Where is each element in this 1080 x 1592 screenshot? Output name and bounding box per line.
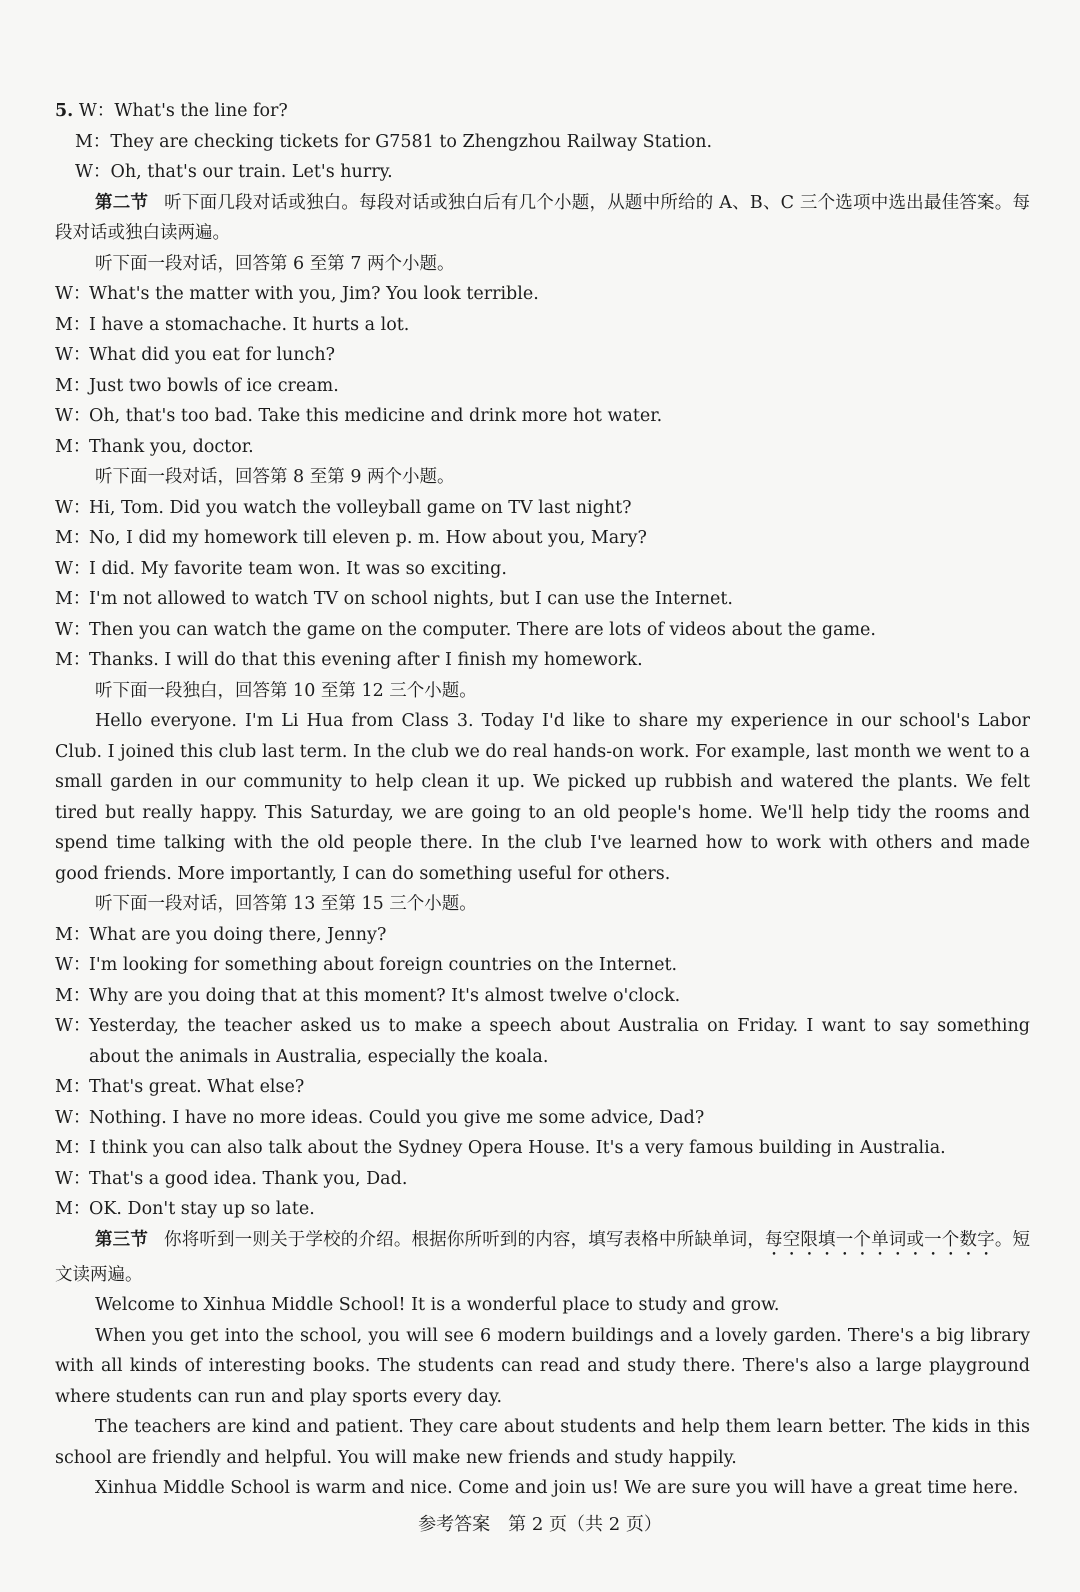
- dialog2-instruction: 听下面一段对话，回答第 8 至第 9 两个小题。: [95, 467, 455, 487]
- section3-label: 第三节: [95, 1229, 149, 1250]
- passage-paragraph-3: The teachers are kind and patient. They care about students and help them learn better. The kids in this school are friendly and helpful. You will make new friends and study happily.: [55, 1417, 1030, 1468]
- passage-paragraph-1: Welcome to Xinhua Middle School! It is a wonderful place to study and grow.: [95, 1295, 780, 1315]
- speaker: M：: [55, 375, 91, 396]
- speaker: W：: [55, 558, 91, 579]
- utterance: Hi, Tom. Did you watch the volleyball game on TV last night?: [89, 497, 632, 518]
- dialog-line: [55, 432, 1030, 463]
- dialog-line: [55, 645, 1030, 676]
- speaker: W：: [55, 619, 91, 640]
- dialog-line: [55, 1011, 1030, 1072]
- dialog-line: [55, 615, 1030, 646]
- utterance: They are checking tickets for G7581 to Zhengzhou Railway Station.: [110, 131, 713, 152]
- dialog-line: [55, 371, 1030, 402]
- page-footer: 参考答案 第 2 页（共 2 页）: [418, 1514, 662, 1535]
- utterance: OK. Don't stay up so late.: [89, 1199, 315, 1219]
- speaker: W：: [55, 406, 91, 426]
- item-number: 5.: [55, 101, 74, 121]
- speaker: W：: [75, 162, 111, 182]
- utterance: Just two bowls of ice cream.: [89, 375, 339, 396]
- speaker: M：: [55, 528, 91, 548]
- dialog-line: [55, 981, 1030, 1012]
- monologue-instruction: 听下面一段独白，回答第 10 至第 12 三个小题。: [95, 680, 477, 701]
- section3-text-end: 。短文读两遍。: [55, 1229, 1031, 1285]
- utterance: That's a good idea. Thank you, Dad.: [89, 1168, 408, 1189]
- utterance: I'm not allowed to watch TV on school nights, but I can use the Internet.: [89, 589, 733, 609]
- utterance: Yesterday, the teacher asked us to make a speech about Australia on Friday. I want to say something about the animals in Australia, especially the koala.: [89, 1016, 1030, 1067]
- utterance: What's the line for?: [114, 101, 288, 121]
- item5-line-2: [55, 127, 1030, 158]
- speaker: M：: [55, 436, 91, 457]
- utterance: I'm looking for something about foreign countries on the Internet.: [89, 955, 678, 975]
- speaker: W：: [78, 101, 115, 121]
- speaker: M：: [55, 985, 91, 1006]
- item5-line-1: [55, 96, 1030, 127]
- speaker: M：: [55, 314, 91, 335]
- dialog-line: [55, 1133, 1030, 1164]
- dialog-line: [55, 401, 1030, 432]
- dialog1-instruction: 听下面一段对话，回答第 6 至第 7 两个小题。: [95, 253, 455, 274]
- utterance: Oh, that's too bad. Take this medicine and drink more hot water.: [89, 406, 663, 426]
- speaker: W：: [55, 1016, 91, 1036]
- utterance: What's the matter with you, Jim? You look terrible.: [89, 284, 539, 304]
- utterance: That's great. What else?: [89, 1077, 305, 1097]
- utterance: What are you doing there, Jenny?: [89, 924, 387, 945]
- utterance: What did you eat for lunch?: [89, 345, 336, 365]
- dialog-line: [55, 1164, 1030, 1195]
- utterance: I did. My favorite team won. It was so exciting.: [89, 558, 507, 579]
- section3-text: 你将听到一则关于学校的介绍。根据你所听到的内容，填写表格中所缺单词，: [164, 1229, 766, 1250]
- utterance: I have a stomachache. It hurts a lot.: [89, 314, 410, 335]
- dialog-line: [55, 920, 1030, 951]
- dialog-line: [55, 1072, 1030, 1103]
- passage-paragraph-2: When you get into the school, you will see 6 modern buildings and a lovely garden. There's a big library with all kinds of interesting books. The students can read and study there. There's also a large playground where students can run and play sports every day.: [55, 1325, 1030, 1407]
- item5-line-3: [55, 157, 1030, 188]
- section2-label: 第二节: [95, 192, 149, 213]
- utterance: I think you can also talk about the Sydney Opera House. It's a very famous building in Australia.: [89, 1138, 946, 1158]
- dialog-line: [55, 1103, 1030, 1134]
- dialog-line: [55, 493, 1030, 524]
- dialog-line: [55, 310, 1030, 341]
- monologue-text: Hello everyone. I'm Li Hua from Class 3. Today I'd like to share my experience in our school's Labor Club. I joined this club last term. In the club we do real hands-on work. For example, last month we went to a small garden in our community to help clean it up. We picked up rubbish and watered the plants. We felt tired but really happy. This Saturday, we are going to an old people's home. We'll help tidy the rooms and spend time talking with the old people there. In the club I've learned how to work with others and made good friends. More importantly, I can do something useful for others.: [55, 711, 1030, 884]
- utterance: Then you can watch the game on the computer. There are lots of videos about the game.: [89, 619, 876, 640]
- speaker: W：: [55, 1107, 91, 1128]
- dialog3-instruction: 听下面一段对话，回答第 13 至第 15 三个小题。: [95, 894, 477, 914]
- dialog-line: [55, 279, 1030, 310]
- utterance: Oh, that's our train. Let's hurry.: [110, 162, 393, 182]
- dialog-line: [55, 523, 1030, 554]
- dialog-line: [55, 340, 1030, 371]
- passage-paragraph-4: Xinhua Middle School is warm and nice. Come and join us! We are sure you will have a great time here.: [95, 1478, 1019, 1498]
- section3-heading: [55, 1225, 1030, 1291]
- section2-heading: [55, 188, 1030, 249]
- dialog-line: [55, 1194, 1030, 1225]
- speaker: W：: [55, 284, 91, 304]
- speaker: M：: [55, 1199, 91, 1219]
- utterance: Nothing. I have no more ideas. Could you give me some advice, Dad?: [89, 1107, 705, 1128]
- speaker: W：: [55, 955, 91, 975]
- utterance: No, I did my homework till eleven p. m. How about you, Mary?: [89, 528, 647, 548]
- page-content: [55, 96, 1030, 1504]
- utterance: Thanks. I will do that this evening after I finish my homework.: [89, 650, 643, 670]
- speaker: M：: [55, 924, 91, 945]
- speaker: W：: [55, 345, 91, 365]
- speaker: M：: [75, 131, 111, 152]
- utterance: Thank you, doctor.: [89, 436, 254, 457]
- section3-emphasis: 每空限填一个单词或一个数字: [765, 1229, 995, 1250]
- dialog-line: [55, 584, 1030, 615]
- dialog-line: [55, 554, 1030, 585]
- dialog-line: [55, 950, 1030, 981]
- speaker: M：: [55, 589, 91, 609]
- utterance: Why are you doing that at this moment? It's almost twelve o'clock.: [89, 985, 681, 1006]
- speaker: M：: [55, 650, 91, 670]
- section2-text: 听下面几段对话或独白。每段对话或独白后有几个小题，从题中所给的 A、B、C 三个选项中选出最佳答案。每段对话或独白读两遍。: [55, 192, 1031, 243]
- speaker: M：: [55, 1077, 91, 1097]
- speaker: W：: [55, 497, 91, 518]
- speaker: W：: [55, 1168, 91, 1189]
- speaker: M：: [55, 1138, 91, 1158]
